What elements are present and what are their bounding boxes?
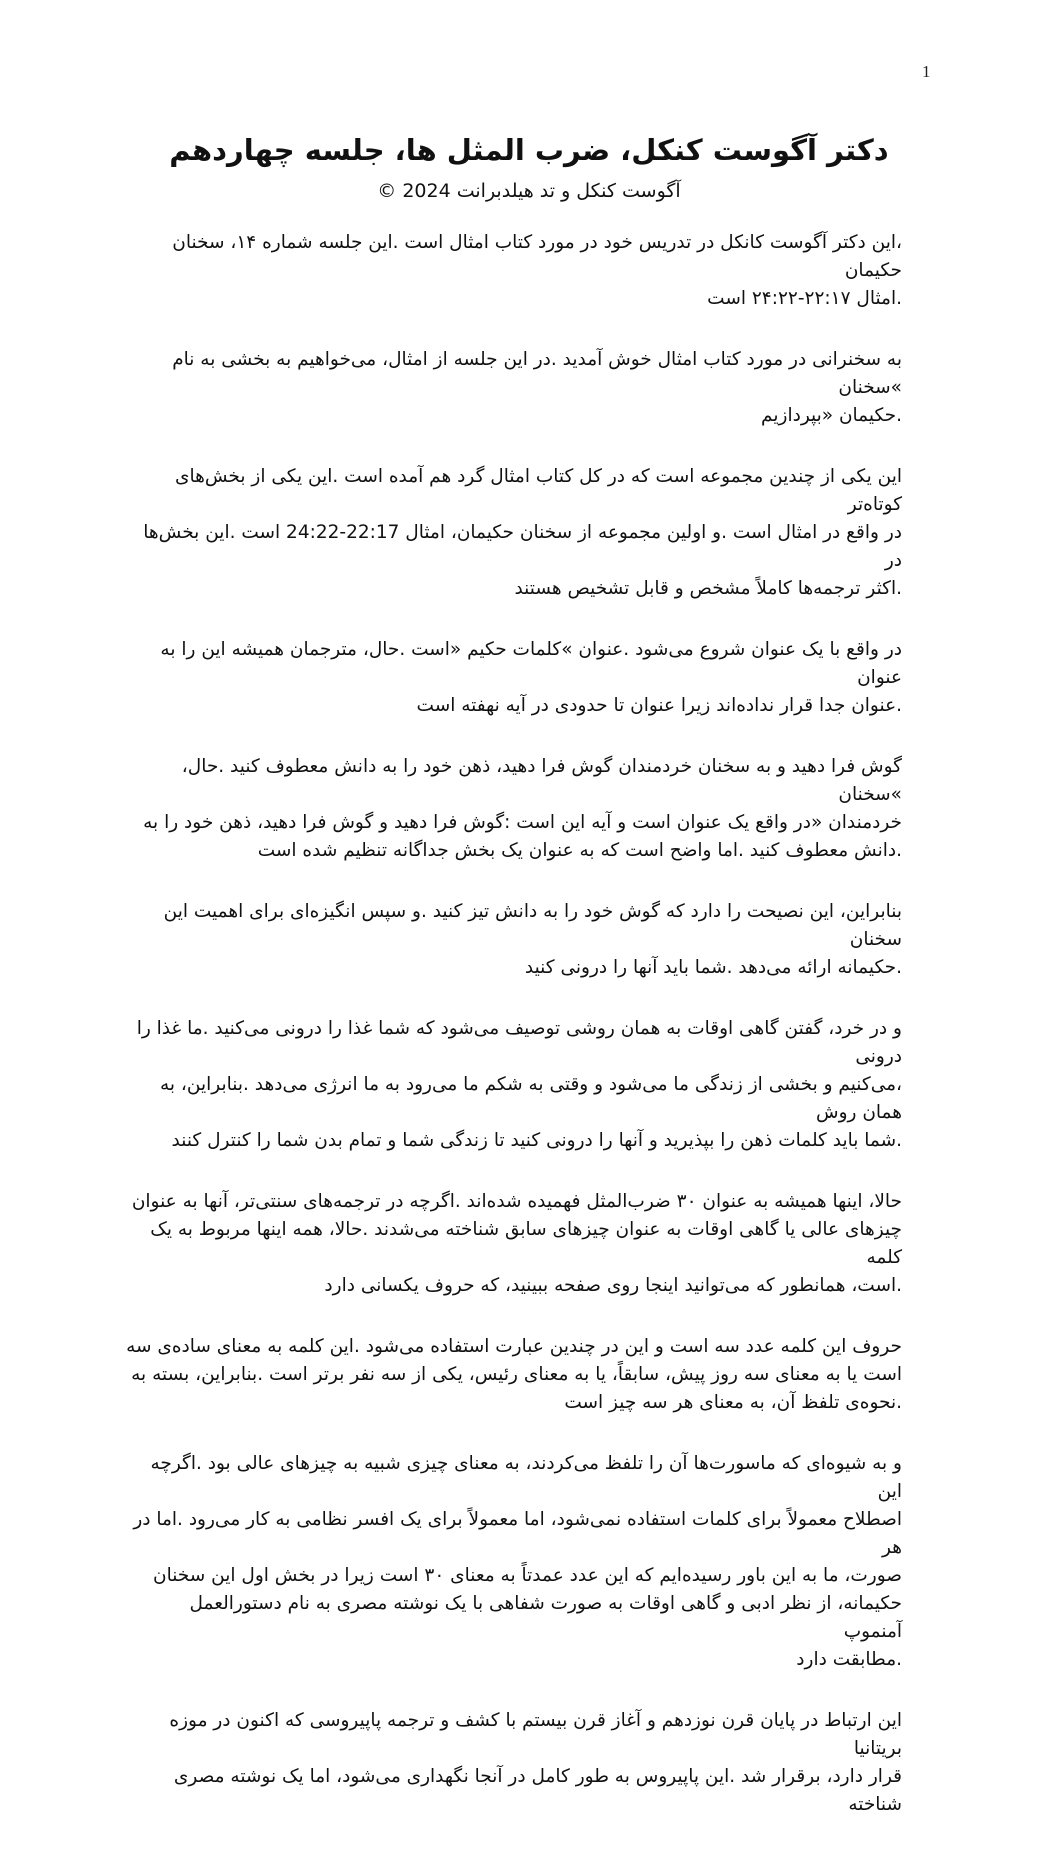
paragraph-1: ،این دکتر آگوست کانکل در تدریس خود در مورد کتاب امثال است .این جلسه شماره ۱۴، سخنان حکیمان .امثال ۲۲:۱۷-۲۴:۲۲ است <box>172 232 902 309</box>
paragraph-11: این ارتباط در پایان قرن نوزدهم و آغاز قرن بیستم با کشف و ترجمه پاپیروسی که اکنون در موزه بریتانیا قرار دارد، برقرار شد .این پاپیروس به طور کامل در آنجا نگهداری می‌شود، اما یک نوشته مصری شناخته <box>169 1710 902 1815</box>
paragraph-2: به سخنرانی در مورد کتاب امثال خوش آمدید .در این جلسه از امثال، می‌خواهیم به بخشی به نام »سخنان .حکیمان «بپردازیم <box>172 349 902 426</box>
page-number: 1 <box>922 62 931 81</box>
paragraph-7: و در خرد، گفتن گاهی اوقات به همان روشی توصیف می‌شود که شما غذا را درونی می‌کنید .ما غذا را درونی ،می‌کنیم و بخشی از زندگی ما می‌شود و وقتی به شکم ما می‌رود به ما انرژی می‌دهد .بنابراین، به همان روش .شما باید کلمات ذهن را بپذیرید و آنها را درونی کنید تا زندگی شما و تمام بدن شما را کنترل کنند <box>136 1018 902 1151</box>
paragraph-3: این یکی از چندین مجموعه است که در کل کتاب امثال گرد هم آمده است .این یکی از بخش‌های کوتاه‌تر در واقع در امثال است .و اولین مجموعه از سخنان حکیمان، امثال 22:17-24:22 است .این بخش‌ها در .اکثر ترجمه‌ها کاملاً مشخص و قابل تشخیص هستند <box>143 466 902 599</box>
document-title: دکتر آگوست کنکل، ضرب المثل ها، جلسه چهاردهم <box>169 133 889 167</box>
paragraph-10: و به شیوه‌ای که ماسورت‌ها آن را تلفظ می‌کردند، به معنای چیزی شبیه به چیزهای عالی بود .اگرچه این اصطلاح معمولاً برای کلمات استفاده نمی‌شود، اما معمولاً برای یک افسر نظامی به کار می‌رود .اما در هر صورت، ما به این باور رسیده‌ایم که این عدد عمدتاً به معنای ۳۰ است زیرا در بخش اول این سخنان حکیمانه، از نظر ادبی و گاهی اوقات به صورت شفاهی با یک نوشته مصری به نام دستورالعمل آمنموپ .مطابقت دارد <box>133 1453 902 1670</box>
document-body <box>126 229 902 1852</box>
paragraph-8: حالا، اینها همیشه به عنوان ۳۰ ضرب‌المثل فهمیده شده‌اند .اگرچه در ترجمه‌های سنتی‌تر، آنها به عنوان چیزهای عالی یا گاهی اوقات به عنوان چیزهای سابق شناخته می‌شدند .حالا، همه اینها مربوط به یک کلمه .است، همانطور که می‌توانید اینجا روی صفحه ببینید، که حروف یکسانی دارد <box>131 1191 902 1296</box>
paragraph-6: بنابراین، این نصیحت را دارد که گوش خود را به دانش تیز کنید .و سپس انگیزه‌ای برای اهمیت این سخنان .حکیمانه ارائه می‌دهد .شما باید آنها را درونی کنید <box>163 901 902 978</box>
paragraph-9: حروف این کلمه عدد سه است و این در چندین عبارت استفاده می‌شود .این کلمه به معنای ساده‌ی سه است یا به معنای سه روز پیش، سابقاً، یا به معنای رئیس، یکی از سه نفر برتر است .بنابراین، بسته به .نحوه‌ی تلفظ آن، به معنای هر سه چیز است <box>126 1336 902 1413</box>
document-subtitle: آگوست کنکل و تد هیلدبرانت 2024 © <box>377 180 681 202</box>
paragraph-5: گوش فرا دهید و به سخنان خردمندان گوش فرا دهید، ذهن خود را به دانش معطوف کنید .حال، »سخنان خردمندان «در واقع یک عنوان است و آیه این است :گوش فرا دهید و گوش فرا دهید، ذهن خود را به .دانش معطوف کنید .اما واضح است که به عنوان یک بخش جداگانه تنظیم شده است <box>143 756 902 861</box>
paragraph-4: در واقع با یک عنوان شروع می‌شود .عنوان »کلمات حکیم «است .حال، مترجمان همیشه این را به عنوان .عنوان جدا قرار نداده‌اند زیرا عنوان تا حدودی در آیه نهفته است <box>160 639 902 716</box>
